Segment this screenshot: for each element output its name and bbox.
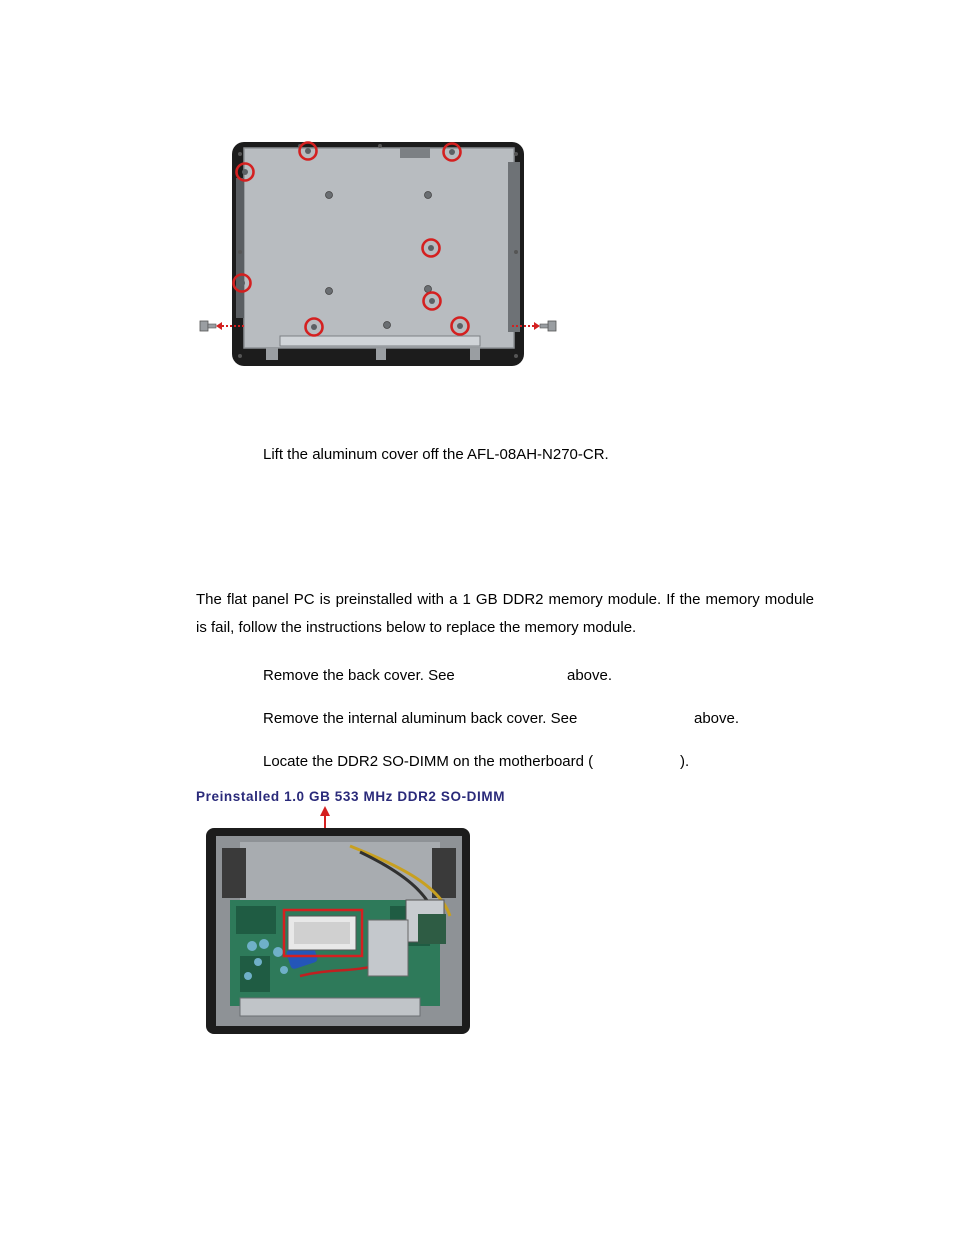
- right-side-screw: [540, 321, 556, 331]
- step-lift-cover: Lift the aluminum cover off the AFL-08AH-N270-CR.: [263, 446, 609, 463]
- intro-paragraph: The flat panel PC is preinstalled with a 1 GB DDR2 memory module. If the memory module is fail, follow the instructions below to replace the memory module.: [196, 591, 814, 636]
- step-3-text: Locate the DDR2 SO-DIMM on the motherboard (: [263, 753, 594, 770]
- step-3-suffix: ).: [680, 753, 690, 770]
- aluminum-cover-photo: [190, 138, 570, 370]
- aluminum-plate: [244, 148, 514, 348]
- left-side-screw: [200, 321, 216, 331]
- step-2-suffix: above.: [694, 710, 740, 727]
- so-dimm-callout: Preinstalled 1.0 GB 533 MHz DDR2 SO-DIMM: [196, 789, 506, 804]
- step-1-text: Remove the back cover. See: [263, 667, 455, 684]
- step-1-suffix: above.: [567, 667, 613, 684]
- step-2-text: Remove the internal aluminum back cover. See: [263, 710, 578, 727]
- motherboard-photo: [200, 806, 476, 1038]
